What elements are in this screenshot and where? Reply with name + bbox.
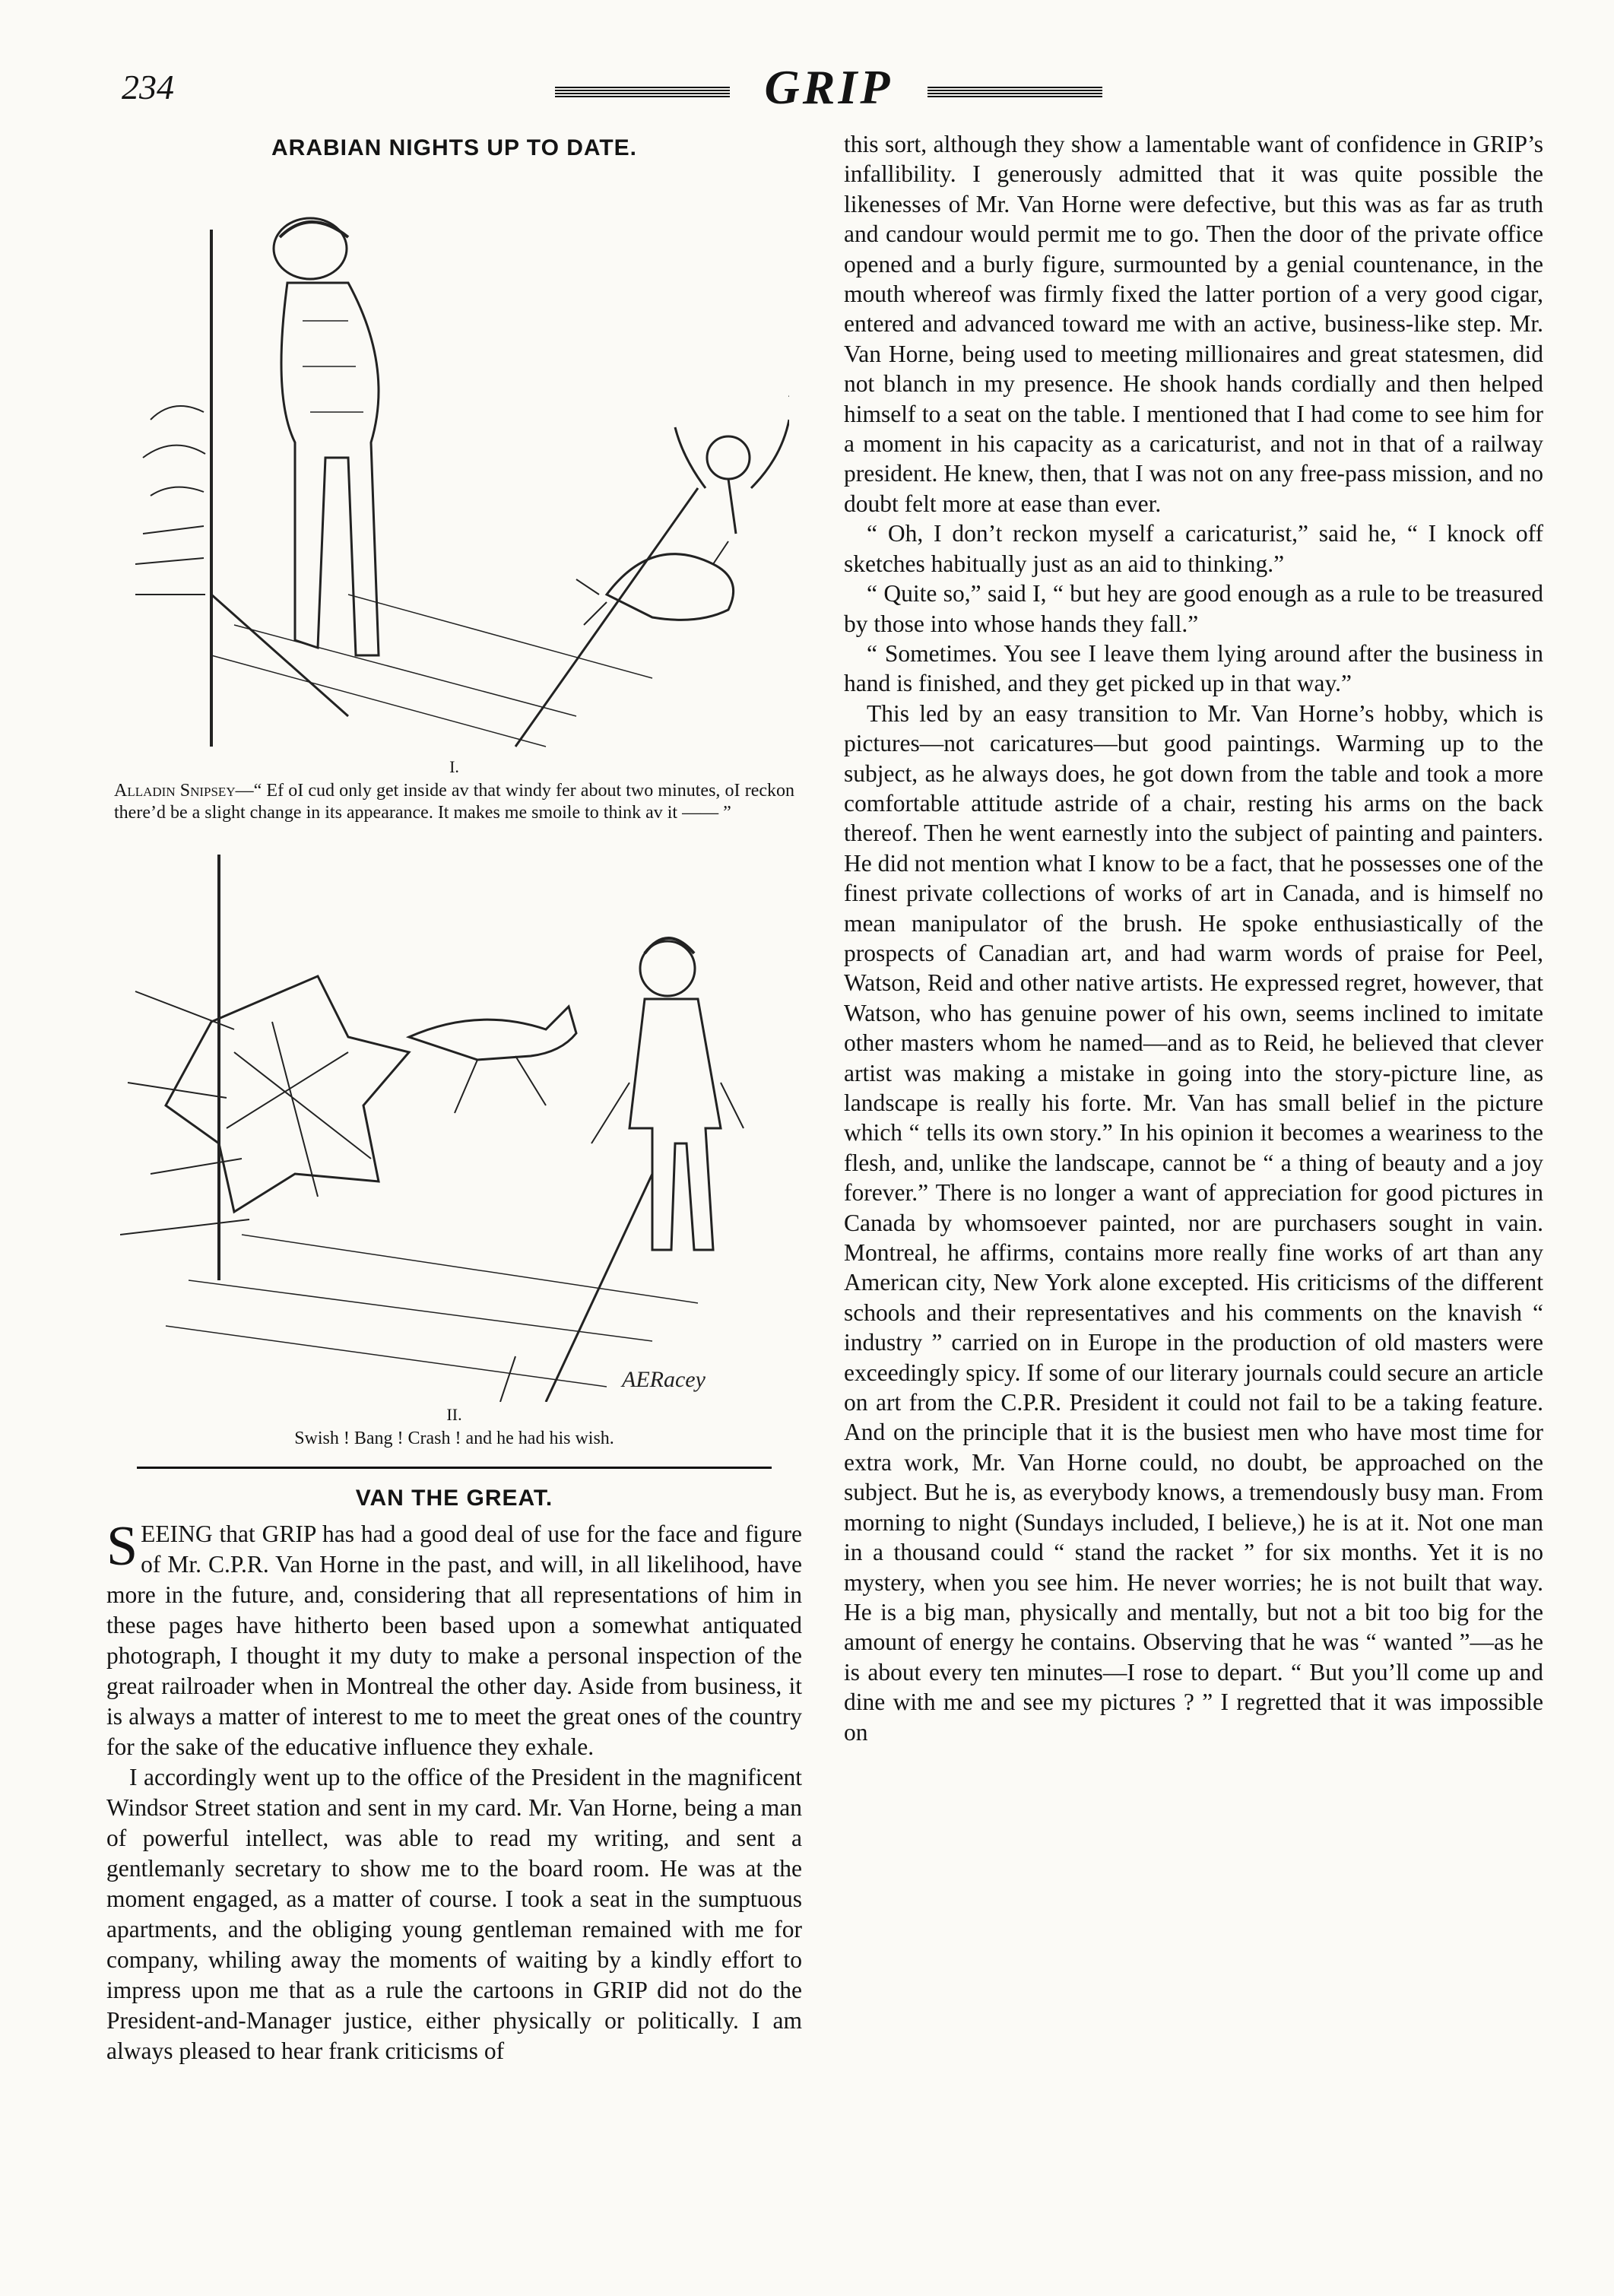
article-heading: VAN THE GREAT. <box>355 1486 553 1511</box>
article-paragraph-1 <box>106 1515 802 1762</box>
page-number: 234 <box>122 68 174 106</box>
cartoon-panel-2-drawing <box>120 855 789 1402</box>
panel-1-speaker: Alladin Snipsey <box>114 781 236 801</box>
artist-signature: AERacey <box>621 1367 706 1392</box>
masthead <box>555 59 1102 120</box>
masthead-rule-left <box>555 87 730 97</box>
article-paragraph-6: “ Sometimes. You see I leave them lying around after the business in hand is finished, and they get picked up in that way.” <box>844 639 1543 697</box>
page-header <box>0 0 1614 129</box>
article-paragraph-7: This led by an easy transition to Mr. Van Horne’s hobby, which is pictures—not caricatures—but good paintings. Warming up to the subject, as he always does, he got down from the table and took a more comfortable attitude astride of a chair, resting his arms on the back thereof. Then he went earnestly into the subject of painting and painters. He did not mention what I know to be a fact, that he possesses one of the finest private collections of works of art in Canada, and is himself no mean manipulator of the brush. He spoke enthusiastically of the prospects of Canadian art, and had warm words of praise for Peel, Watson, Reid and other native artists. He expressed regret, however, that Watson, who has genuine power of his own, seems inclined to imitate other masters whom he named—and as to Reid, he believed that clever artist was making a mistake in going into the story-picture line, as landscape is really his forte. Mr. Van has small belief in the picture which “ tells its own story.” In his opinion it becomes a weariness to the flesh, and, unlike the landscape, cannot be “ a thing of beauty and a joy forever.” There is no longer a want of appreciation for good pictures in Canada by whomsoever painted, nor are purchasers sought in vain. Montreal, he affirms, contains more really fine works of art than any American city, New York alone excepted. His criticisms of the different schools and their representatives and his comments on the knavish “ industry ” carried on in Europe in the production of old masters were exceedingly spicy. If some of our literary journals could secure an article on art from the C.P.R. President it could not fail to be a taking feature. And on the principle that it is the busiest men who have most time for extra work, Mr. Van Horne could, no doubt, be approached on the subject. But he is, as everybody knows, a tremendously busy man. From morning to night (Sundays included, I believe,) he is at it. Not one man in a thousand could “ stand the racket ” for six months. Yet it is no mystery, when you see him. He never worries; he is not built that way. He is a big man, physically and mentally, but not a bit too big for the amount of energy he contains. Observing that he was “ wanted ”—as he is about every ten minutes—I rose to depart. “ But you’ll come up and dine with me and see my pictures ? ” I regretted that it was impossible on <box>844 699 1543 1746</box>
drop-cap: S <box>106 1515 138 1578</box>
panel-2-numeral: II. <box>446 1405 462 1424</box>
cartoon-panel-2-illustration <box>120 855 789 1402</box>
article-paragraph-2: I accordingly went up to the office of the President in the magnificent Windsor Street station and sent in my card. Mr. Van Horne, being a man of powerful intellect, was able to read my writing, and sent a gentlemanly secretary to show me to the board room. He was at the moment engaged, as a matter of course. I took a seat in the sumptuous apartments, and the obliging young gentleman remained with me for company, whiling away the moments of waiting by a kindly effort to impress upon me that as a rule the cartoons in GRIP did not do the President-and-Manager justice, either physically or politically. I am always pleased to hear frank criticisms of <box>106 1764 802 2064</box>
panel-2-caption: Swish ! Bang ! Crash ! and he had his wish. <box>294 1429 614 1448</box>
article-paragraph-1-text: EEING that GRIP has had a good deal of use for the face and figure of Mr. C.P.R. Van Horne in the past, and will, in all likelihood, have more in the future, and, considering that all representations of him in these pages have hitherto been based upon a somewhat antiquated photograph, I thought it my duty to make a personal inspection of the great railroader when in Montreal the other day. Aside from business, it is always a matter of interest to me to meet the great ones of the country for the sake of the educative influence they exhale. <box>106 1521 802 1760</box>
cartoon-heading: ARABIAN NIGHTS UP TO DATE. <box>271 135 638 160</box>
article-paragraph-4: “ Oh, I don’t reckon myself a caricaturist,” said he, “ I knock off sketches habitually just as an aid to thinking.” <box>844 520 1543 577</box>
section-divider <box>137 1467 772 1469</box>
masthead-rule-right <box>927 87 1102 97</box>
right-column <box>844 129 1543 2235</box>
panel-1-quote: —“ Ef oI cud only get inside av that windy fer about two minutes, oI reckon there’d be a slight change in its appearance. It makes me smoile to think av it —— ” <box>114 781 794 823</box>
panel-1-numeral: I. <box>449 757 459 776</box>
cartoon-panel-1-illustration <box>120 169 789 754</box>
cartoon-panel-1-drawing <box>120 169 789 754</box>
masthead-title: GRIP <box>764 60 893 114</box>
left-column <box>106 129 802 2235</box>
article-paragraph-3: this sort, although they show a lamentable want of confidence in GRIP’s infallibility. I generously admitted that it was quite possible the likenesses of Mr. Van Horne were defective, but this was as far as truth and candour would permit me to go. Then the door of the private office opened and a burly figure, surmounted by a genial countenance, in the mouth whereof was firmly fixed the latter portion of a very good cigar, entered and advanced toward me with an active, business-like step. Mr. Van Horne, being used to meeting millionaires and great statesmen, did not blanch in my presence. He shook hands cordially and then helped himself to a seat on the table. I mentioned that I had come to see him for a moment in his capacity as a caricaturist, and not in that of a railway president. He knew, then, that I was not on any free-pass mission, and no doubt felt more at ease than ever. <box>844 131 1543 517</box>
panel-1-caption <box>114 780 794 824</box>
article-paragraph-5: “ Quite so,” said I, “ but hey are good enough as a rule to be treasured by those into whose hands they fall.” <box>844 580 1543 637</box>
